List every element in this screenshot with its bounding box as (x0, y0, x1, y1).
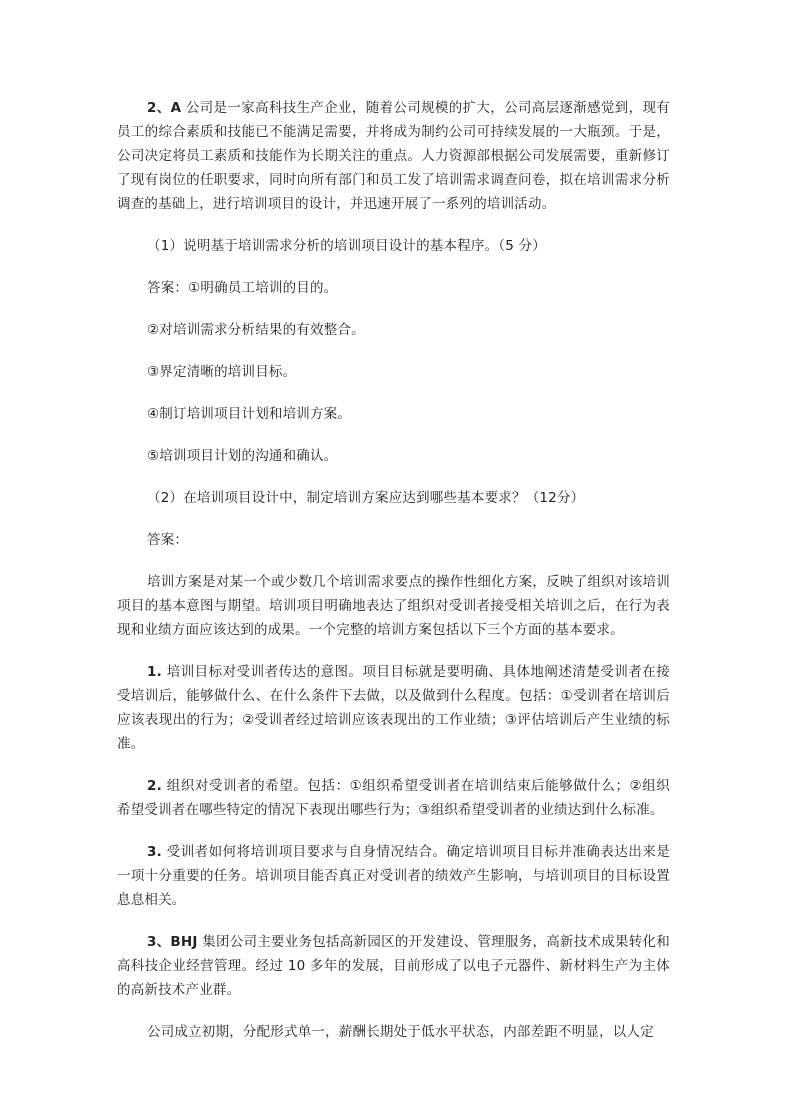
paragraph-subquestion-1 (117, 234, 670, 258)
paragraph-text: 公司是一家高科技生产企业，随着公司规模的扩大，公司高层逐渐感觉到，现有员工的综合素质和技能已不能满足需要，并将成为制约公司可持续发展的一大瓶颈。于是，公司决定将员工素质和技能作为长期关注的重点。人力资源部根据公司发展需要，重新修订了现有岗位的任职要求，同时向所有部门和员工发了培训需求调查问卷，拟在培训需求分析调查的基础上，进行培训项目的设计，并迅速开展了一系列的培训活动。 (117, 100, 670, 212)
paragraph-text: ⑤培训项目计划的沟通和确认。 (147, 448, 338, 464)
paragraph-requirement-2 (117, 774, 670, 822)
paragraph-text: 培训方案是对某一个或少数几个培训需求要点的操作性细化方案，反映了组织对该培训项目的基本意图与期望。培训项目明确地表达了组织对受训者接受相关培训之后，在行为表现和业绩方面应该达到的成果。一个完整的培训方案包括以下三个方面的基本要求。 (117, 574, 670, 638)
paragraph-text: 培训目标对受训者传达的意图。项目目标就是要明确、具体地阐述清楚受训者在接受培训后，能够做什么、在什么条件下去做，以及做到什么程度。包括：①受训者在培训后应该表现出的行为；②受训者经过培训应该表现出的工作业绩；③评估培训后产生业绩的标准。 (117, 664, 670, 752)
paragraph-question-3-intro (117, 930, 670, 1002)
paragraph-question-2-intro (117, 96, 670, 216)
paragraph-question-3-continued (117, 1020, 670, 1044)
question-number: 3、BHJ (147, 934, 198, 950)
paragraph-answer-1-step-5 (117, 444, 670, 468)
paragraph-answer-1-step-3 (117, 360, 670, 384)
paragraph-requirement-3 (117, 840, 670, 912)
item-number: 3. (147, 844, 162, 860)
paragraph-answer-1-step-2 (117, 318, 670, 342)
paragraph-text: 公司成立初期，分配形式单一，薪酬长期处于低水平状态，内部差距不明显，以人定 (147, 1024, 654, 1040)
paragraph-text: 组织对受训者的希望。包括：①组织希望受训者在培训结束后能够做什么；②组织希望受训者在哪些特定的情况下表现出哪些行为；③组织希望受训者的业绩达到什么标准。 (117, 778, 670, 818)
paragraph-text: ③界定清晰的培训目标。 (147, 364, 297, 380)
item-number: 1. (147, 664, 162, 680)
paragraph-answer-1-step-4 (117, 402, 670, 426)
paragraph-text: 受训者如何将培训项目要求与自身情况结合。确定培训项目目标并准确表达出来是一项十分重要的任务。培训项目能否真正对受训者的绩效产生影响，与培训项目的目标设置息息相关。 (117, 844, 670, 908)
paragraph-text: （2）在培训项目设计中，制定培训方案应达到哪些基本要求？（12分） (147, 490, 585, 506)
paragraph-text: （1）说明基于培训需求分析的培训项目设计的基本程序。（5 分） (147, 238, 546, 254)
paragraph-text: ④制订培训项目计划和培训方案。 (147, 406, 352, 422)
paragraph-text: 答案： (147, 532, 189, 548)
item-number: 2. (147, 778, 162, 794)
paragraph-text: ②对培训需求分析结果的有效整合。 (147, 322, 365, 338)
paragraph-answer-2-label (117, 528, 670, 552)
paragraph-text: 集团公司主要业务包括高新园区的开发建设、管理服务，高新技术成果转化和高科技企业经营管理。经过 10 多年的发展，目前形成了以电子元器件、新材料生产为主体的高新技术产业群。 (117, 934, 670, 998)
paragraph-text: 答案：①明确员工培训的目的。 (147, 280, 338, 296)
paragraph-subquestion-2 (117, 486, 670, 510)
paragraph-answer-2-intro (117, 570, 670, 642)
question-number: 2、A (147, 100, 182, 116)
paragraph-requirement-1 (117, 660, 670, 756)
paragraph-answer-1-step-1 (117, 276, 670, 300)
